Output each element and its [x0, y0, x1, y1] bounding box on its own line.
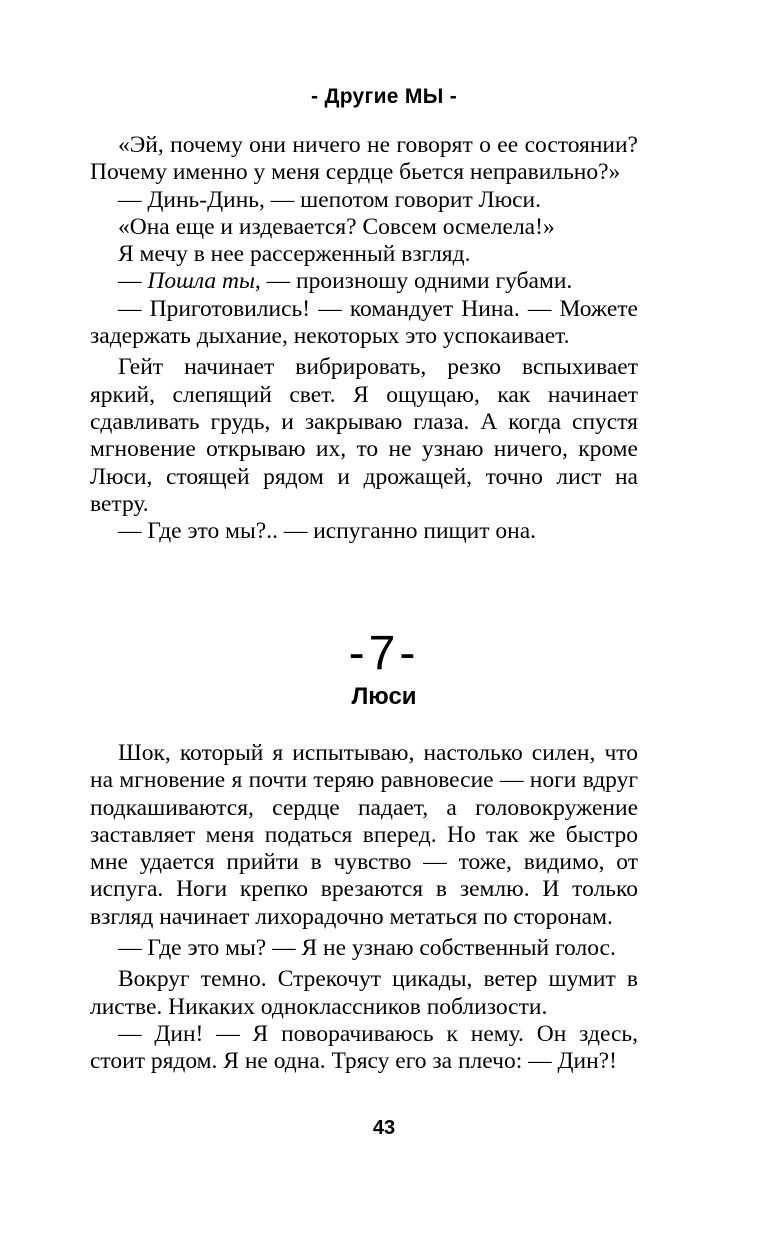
paragraph: «Она еще и издевается? Совсем осмелела!» [118, 213, 555, 240]
paragraph: Гейт начинает вибрировать, резко вспыхивает яркий, слепящий свет. Я ощущаю, как начинает сдавливать грудь, и закрываю глаза. А когда спустя мгновение открываю их, то не узнаю ничего, кроме Люси, стоящей рядом и дрожащей, точно лист на ветру. [90, 354, 638, 517]
dash-suffix: , — произношу одними губами. [254, 268, 573, 295]
text-block-top [90, 132, 638, 545]
paragraph: «Эй, почему они ничего не говорят о ее состоянии? Почему именно у меня сердце бьется неправильно?» [90, 132, 638, 186]
page-number: 43 [372, 1117, 396, 1139]
paragraph: Шок, который я испытываю, настолько силен, что на мгновение я почти теряю равновесие — ноги вдруг подкашиваются, сердце падает, а головокружение заставляет меня податься вперед. Но так же быстро мне удается прийти в чувство — тоже, видимо, от испуга. Ноги крепко врезаются в землю. И только взгляд начинает лихорадочно метаться по сторонам. [90, 740, 638, 930]
running-header: - Другие МЫ - [311, 85, 457, 108]
paragraph: Я мечу в нее рассерженный взгляд. [118, 241, 471, 268]
italic-phrase: Пошла ты [147, 268, 255, 295]
text-block-bottom [90, 740, 638, 1076]
paragraph: — Динь-Динь, — шепотом говорит Люси. [118, 186, 542, 213]
paragraph: Вокруг темно. Стрекочут цикады, ветер шумит в листве. Никаких одноклассников поблизости. [90, 966, 638, 1020]
paragraph: — Дин! — Я поворачиваюсь к нему. Он здесь, стоит рядом. Я не одна. Трясу его за плечо: — Дин?! [90, 1020, 638, 1075]
dash-prefix: — [118, 268, 148, 295]
paragraph: — Где это мы?.. — испуганно пищит она. [118, 518, 536, 545]
chapter-title: Люси [351, 683, 417, 710]
paragraph: — Приготовились! — командует Нина. — Можете задержать дыхание, некоторых это успокаивает. [90, 295, 638, 350]
paragraph: — Где это мы? — Я не узнаю собственный голос. [118, 935, 616, 962]
chapter-number: -7- [348, 627, 420, 680]
paragraph-italic [90, 268, 638, 295]
